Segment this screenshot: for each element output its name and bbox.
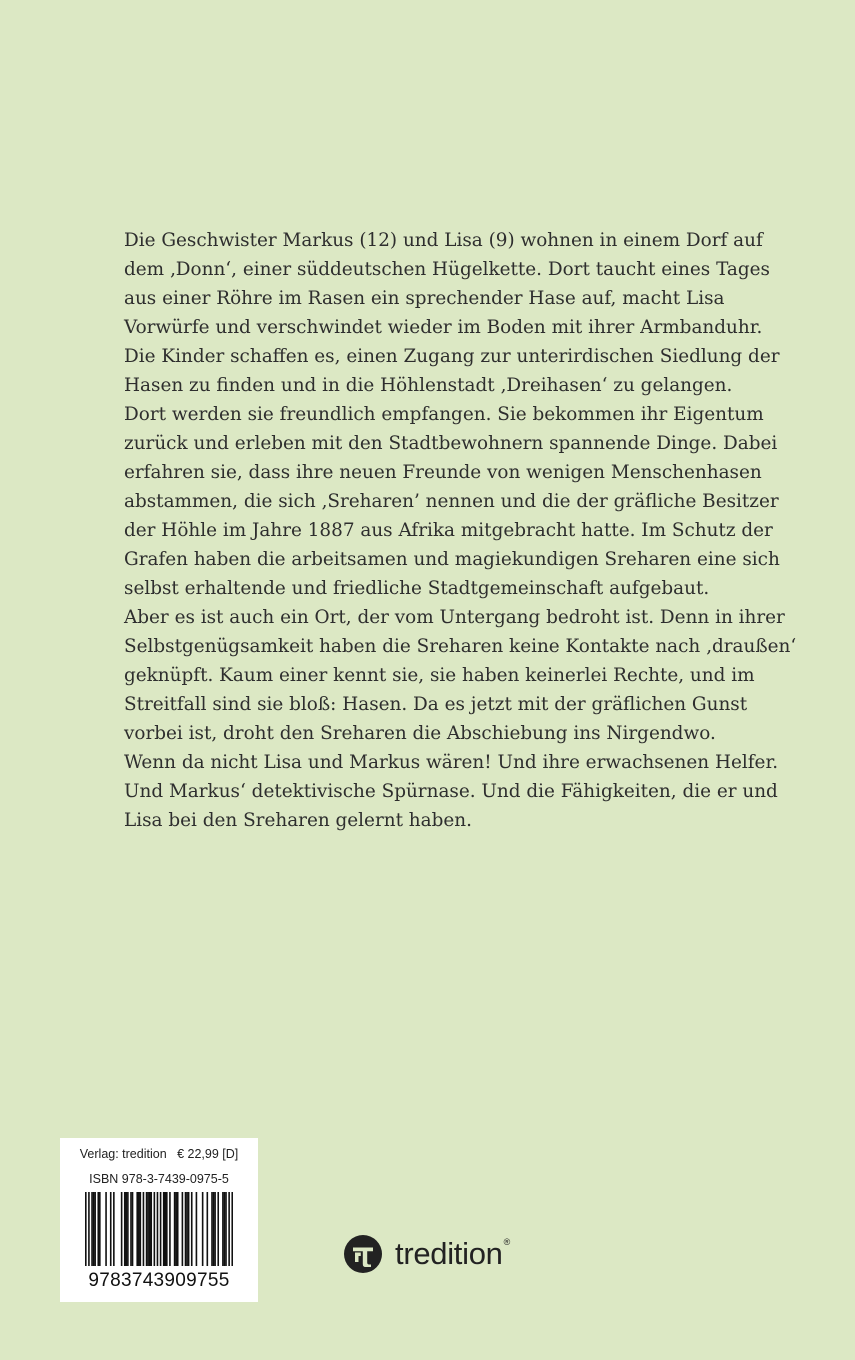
publisher-price-line <box>60 1147 258 1161</box>
barcode-bar <box>217 1192 219 1266</box>
publisher-name: tredition <box>395 1236 503 1271</box>
barcode-bar <box>157 1192 159 1266</box>
barcode-bar <box>97 1192 99 1266</box>
barcode-bar <box>113 1192 115 1266</box>
barcode-bar <box>143 1192 145 1266</box>
barcode-box <box>60 1138 258 1302</box>
barcode-bar <box>146 1192 148 1266</box>
barcode-bar <box>132 1192 134 1266</box>
blurb-line: dem ‚Donn‘, einer süddeutschen Hügelkette. Dort taucht eines Tages <box>124 259 770 280</box>
blurb-line: zurück und erleben mit den Stadtbewohnern spannende Dinge. Dabei <box>124 433 778 454</box>
barcode-bar <box>94 1192 96 1266</box>
blurb-line: Vorwürfe und verschwindet wieder im Boden mit ihrer Armbanduhr. <box>124 317 763 338</box>
blurb-line: geknüpft. Kaum einer kennt sie, sie haben keinerlei Rechte, und im <box>124 665 755 686</box>
blurb-line: Lisa bei den Sreharen gelernt haben. <box>124 810 472 831</box>
registered-mark: ® <box>503 1237 511 1247</box>
back-cover-blurb <box>124 226 797 835</box>
blurb-line: Grafen haben die arbeitsamen und magiekundigen Sreharen eine sich <box>124 549 780 570</box>
barcode-bar <box>110 1192 112 1266</box>
verlag-label: Verlag: tredition <box>79 1147 167 1161</box>
barcode-bar <box>138 1192 140 1266</box>
barcode-bar <box>191 1192 193 1266</box>
blurb-line: selbst erhaltende und friedliche Stadtgemeinschaft aufgebaut. <box>124 578 710 599</box>
barcode-bar <box>85 1192 87 1266</box>
barcode-bar <box>140 1192 142 1266</box>
barcode-digits: 9783743909755 <box>88 1270 230 1291</box>
barcode-bar <box>127 1192 129 1266</box>
isbn-label: ISBN 978-3-7439-0975-5 <box>89 1172 229 1186</box>
barcode-bar <box>121 1192 123 1266</box>
barcode-bar <box>124 1192 126 1266</box>
barcode-bar <box>149 1192 151 1266</box>
blurb-line: Hasen zu finden und in die Höhlenstadt ‚Dreihasen‘ zu gelangen. <box>124 375 733 396</box>
price-label: € 22,99 [D] <box>177 1147 239 1161</box>
publisher-logo <box>344 1234 510 1274</box>
blurb-line: aus einer Röhre im Rasen ein sprechender Hase auf, macht Lisa <box>124 288 725 309</box>
barcode-bar <box>175 1192 177 1266</box>
barcode-bar <box>136 1192 138 1266</box>
barcode-bar <box>169 1192 171 1266</box>
barcode-bar <box>196 1192 198 1266</box>
barcode-bar <box>88 1192 90 1266</box>
barcode-bar <box>147 1192 149 1266</box>
barcode-bar <box>225 1192 227 1266</box>
barcode-bar <box>186 1192 188 1266</box>
blurb-line: Selbstgenügsamkeit haben die Sreharen keine Kontakte nach ‚draußen‘ <box>124 636 797 657</box>
barcode-bar <box>105 1192 107 1266</box>
barcode-bar <box>211 1192 213 1266</box>
blurb-line: Streitfall sind sie bloß: Hasen. Da es jetzt mit der gräflichen Gunst <box>124 694 748 715</box>
barcode-bar <box>91 1192 93 1266</box>
barcode-bar <box>150 1192 152 1266</box>
barcode-bar <box>214 1192 216 1266</box>
blurb-line: Wenn da nicht Lisa und Markus wären! Und ihre erwachsenen Helfer. <box>124 752 779 773</box>
barcode-bar <box>188 1192 190 1266</box>
blurb-line: erfahren sie, dass ihre neuen Freunde von wenigen Menschenhasen <box>124 462 762 483</box>
barcode-bar <box>202 1192 204 1266</box>
barcode-bar <box>93 1192 95 1266</box>
blurb-line: Und Markus‘ detektivische Spürnase. Und die Fähigkeiten, die er und <box>124 781 778 802</box>
blurb-line: Die Geschwister Markus (12) und Lisa (9) wohnen in einem Dorf auf <box>124 230 763 251</box>
barcode-bar <box>174 1192 176 1266</box>
barcode-bar <box>163 1192 165 1266</box>
barcode-bar <box>130 1192 132 1266</box>
barcode-bar <box>222 1192 224 1266</box>
blurb-line: Die Kinder schaffen es, einen Zugang zur unterirdischen Siedlung der <box>124 346 780 367</box>
tredition-logo-icon <box>344 1235 382 1273</box>
blurb-line: Aber es ist auch ein Ort, der vom Untergang bedroht ist. Denn in ihrer <box>124 607 785 628</box>
barcode-bars <box>85 1192 233 1266</box>
barcode-bar <box>164 1192 166 1266</box>
blurb-line: vorbei ist, droht den Sreharen die Abschiebung ins Nirgendwo. <box>124 723 716 744</box>
barcode-bar <box>154 1192 156 1266</box>
barcode-bar <box>182 1192 184 1266</box>
barcode-bar <box>224 1192 226 1266</box>
barcode-bar <box>231 1192 233 1266</box>
barcode-bar <box>177 1192 179 1266</box>
blurb-line: der Höhle im Jahre 1887 aus Afrika mitgebracht hatte. Im Schutz der <box>124 520 773 541</box>
barcode-bar <box>99 1192 101 1266</box>
blurb-line: Dort werden sie freundlich empfangen. Sie bekommen ihr Eigentum <box>124 404 764 425</box>
barcode-bar <box>126 1192 128 1266</box>
barcode-bar <box>160 1192 162 1266</box>
barcode-bar <box>228 1192 230 1266</box>
barcode-bar <box>166 1192 168 1266</box>
barcode-bar <box>213 1192 215 1266</box>
barcode-bar <box>185 1192 187 1266</box>
barcode-bar <box>207 1192 209 1266</box>
blurb-line: abstammen, die sich ‚Sreharen’ nennen und die der gräfliche Besitzer <box>124 491 779 512</box>
